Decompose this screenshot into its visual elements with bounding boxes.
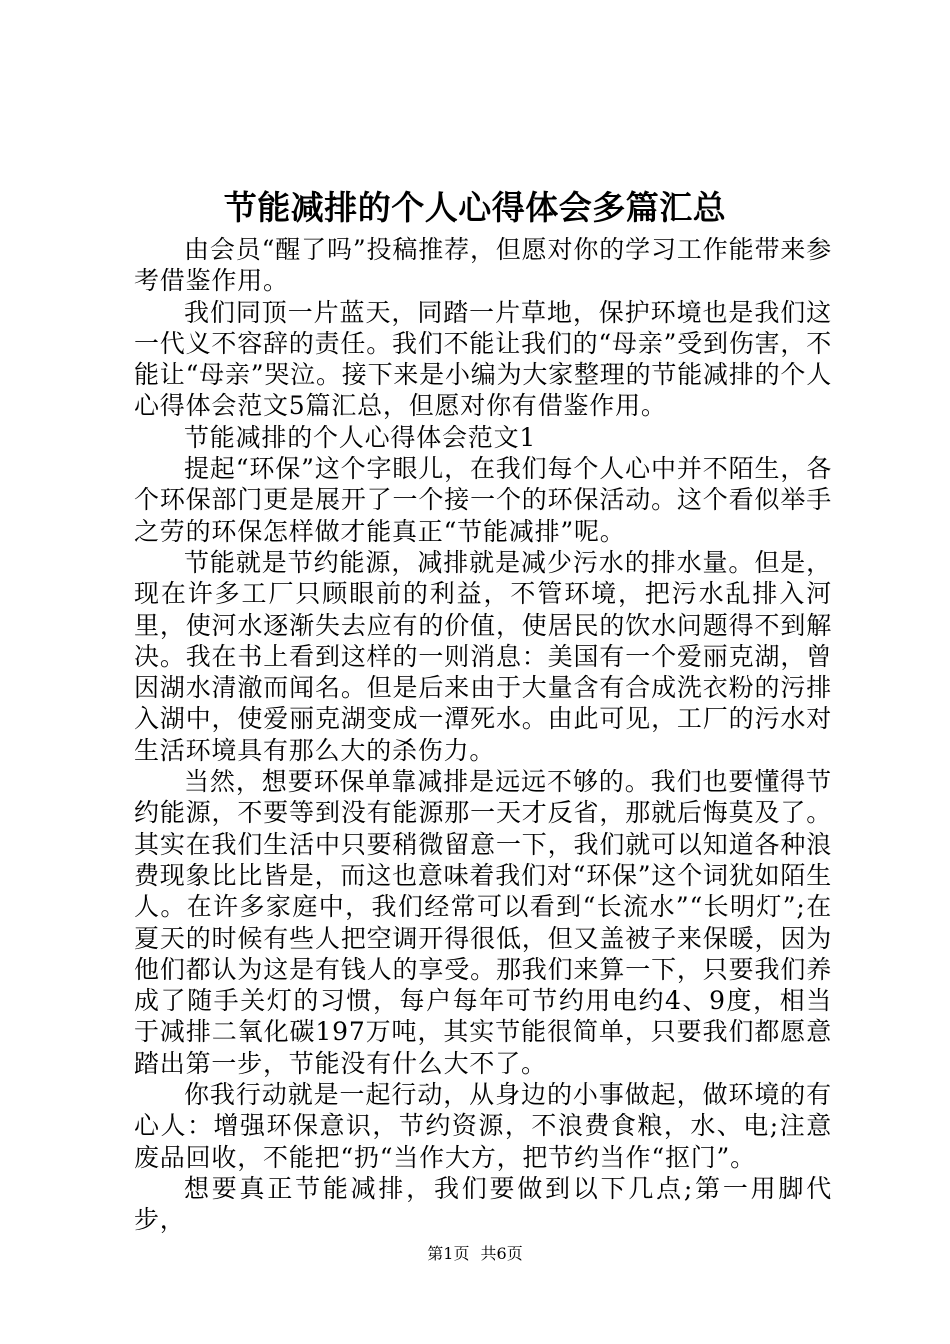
page-title: 节能减排的个人心得体会多篇汇总 bbox=[223, 188, 727, 227]
paragraph-preface: 我们同顶一片蓝天，同踏一片草地，保护环境也是我们这一代义不容辞的责任。我们不能让我们的“母亲”受到伤害，不能让“母亲”哭泣。接下来是小编为大家整理的节能减排的个人心得体会范文5篇汇总，但愿对你有借鉴作用。 bbox=[134, 297, 832, 421]
page-footer bbox=[0, 1242, 950, 1266]
paragraph: 提起“环保”这个字眼儿，在我们每个人心中并不陌生，各个环保部门更是展开了一个接一个的环保活动。这个看似举手之劳的环保怎样做才能真正“节能减排”呢。 bbox=[134, 454, 832, 546]
paragraph-intro: 由会员“醒了吗”投稿推荐，但愿对你的学习工作能带来参考借鉴作用。 bbox=[134, 235, 832, 296]
section-heading: 节能减排的个人心得体会范文1 bbox=[184, 422, 537, 452]
page-total: 共6页 bbox=[480, 1244, 523, 1263]
document-body bbox=[134, 234, 832, 1236]
paragraph: 你我行动就是一起行动，从身边的小事做起，做环境的有心人：增强环保意识，节约资源，不浪费食粮，水、电;注意废品回收，不能把“扔“当作大方，把节约当作“抠门”。 bbox=[134, 1080, 832, 1172]
paragraph: 想要真正节能减排，我们要做到以下几点;第一用脚代步， bbox=[134, 1173, 832, 1235]
page-number: 第1页 bbox=[427, 1244, 470, 1263]
paragraph: 节能就是节约能源，减排就是减少污水的排水量。但是，现在许多工厂只顾眼前的利益，不管环境，把污水乱排入河里，使河水逐渐失去应有的价值，使居民的饮水问题得不到解决。我在书上看到这样的一则消息：美国有一个爱丽克湖，曾因湖水清澈而闻名。但是后来由于大量含有合成洗衣粉的污排入湖中，使爱丽克湖变成一潭死水。由此可见，工厂的污水对生活环境具有那么大的杀伤力。 bbox=[134, 547, 832, 765]
paragraph: 当然，想要环保单靠减排是远远不够的。我们也要懂得节约能源，不要等到没有能源那一天才反省，那就后悔莫及了。其实在我们生活中只要稍微留意一下，我们就可以知道各种浪费现象比比皆是，而这也意味着我们对“环保”这个词犹如陌生人。在许多家庭中，我们经常可以看到“长流水”“长明灯”;在夏天的时候有些人把空调开得很低，但又盖被子来保暖，因为他们都认为这是有钱人的享受。那我们来算一下，只要我们养成了随手关灯的习惯，每户每年可节约用电约4、9度，相当于减排二氧化碳197万吨，其实节能很简单，只要我们都愿意踏出第一步，节能没有什么大不了。 bbox=[134, 767, 832, 1078]
